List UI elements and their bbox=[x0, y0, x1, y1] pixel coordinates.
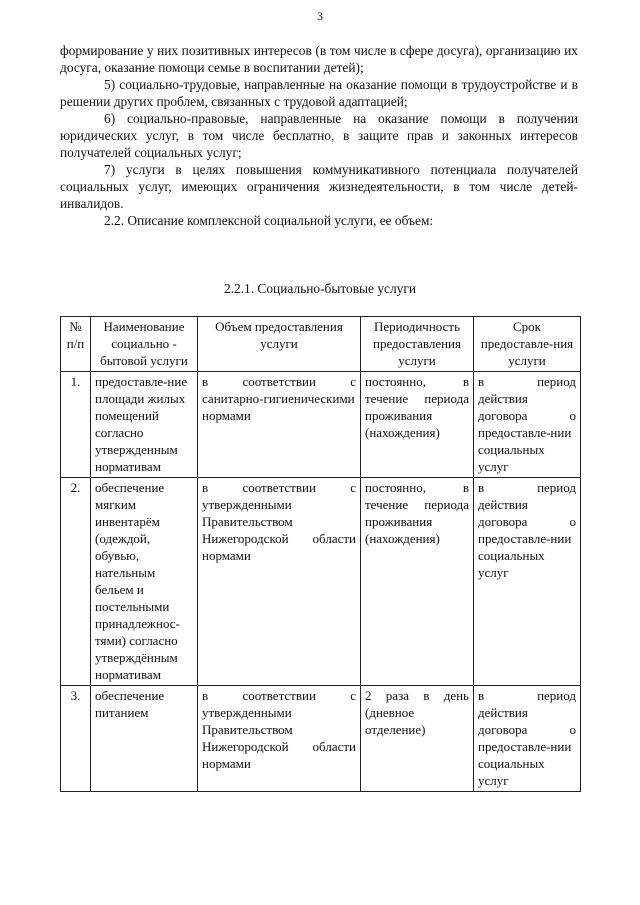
table-row bbox=[61, 686, 581, 792]
periodicity-cell: постоянно, в течение периода проживания (нахождения) bbox=[361, 372, 474, 478]
term-cell: в период действия договора о предоставле-нии социальных услуг bbox=[474, 372, 581, 478]
volume-cell: в соответствии с санитарно-гигиеническими нормами bbox=[198, 372, 361, 478]
paragraph-item-7: 7) услуги в целях повышения коммуникативного потенциала получателей социальных услуг, имеющих ограничения жизнедеятельности, в том числе детей-инвалидов. bbox=[60, 162, 578, 211]
periodicity-cell: постоянно, в течение периода проживания (нахождения) bbox=[361, 478, 474, 686]
table-row bbox=[61, 372, 581, 478]
paragraph-continuation: формирование у них позитивных интересов (в том числе в сфере досуга), организацию их досуга, оказание помощи семье в воспитании детей); bbox=[60, 43, 578, 75]
table-row bbox=[61, 478, 581, 686]
services-table bbox=[60, 316, 581, 792]
table-header-row bbox=[61, 317, 581, 372]
header-service-name: Наименование социально - бытовой услуги bbox=[91, 317, 198, 372]
header-term: Срок предоставле-ния услуги bbox=[474, 317, 581, 372]
term-cell: в период действия договора о предоставле-нии социальных услуг bbox=[474, 686, 581, 792]
volume-cell: в соответствии с утвержденными Правительством Нижегородской области нормами bbox=[198, 478, 361, 686]
row-number: 1. bbox=[61, 372, 91, 478]
header-number: № п/п bbox=[61, 317, 91, 372]
paragraph-section-2-2: 2.2. Описание комплексной социальной услуги, ее объем: bbox=[104, 213, 434, 228]
header-periodicity: Периодичность предоставления услуги bbox=[361, 317, 474, 372]
section-subheading: 2.2.1. Социально-бытовые услуги bbox=[223, 281, 417, 296]
service-name-cell: обеспечение питанием bbox=[91, 686, 198, 792]
row-number: 3. bbox=[61, 686, 91, 792]
row-number: 2. bbox=[61, 478, 91, 686]
page-number: 3 bbox=[317, 9, 323, 23]
periodicity-cell: 2 раза в день (дневное отделение) bbox=[361, 686, 474, 792]
paragraph-item-6: 6) социально-правовые, направленные на оказание помощи в получении юридических услуг, в том числе бесплатно, в защите прав и законных интересов получателей социальных услуг; bbox=[60, 111, 578, 160]
body-text bbox=[60, 42, 578, 229]
volume-cell: в соответствии с утвержденными Правительством Нижегородской области нормами bbox=[198, 686, 361, 792]
paragraph-item-5: 5) социально-трудовые, направленные на оказание помощи в трудоустройстве и в решении других проблем, связанных с трудовой адаптацией; bbox=[60, 77, 578, 109]
service-name-cell: предоставле-ние площади жилых помещений согласно утвержденным нормативам bbox=[91, 372, 198, 478]
service-name-cell: обеспечение мягким инвентарём (одеждой, обувью, нательным бельем и постельными принадлежнос-тями) согласно утверждённым нормативам bbox=[91, 478, 198, 686]
term-cell: в период действия договора о предоставле-нии социальных услуг bbox=[474, 478, 581, 686]
header-volume: Объем предоставления услуги bbox=[198, 317, 361, 372]
